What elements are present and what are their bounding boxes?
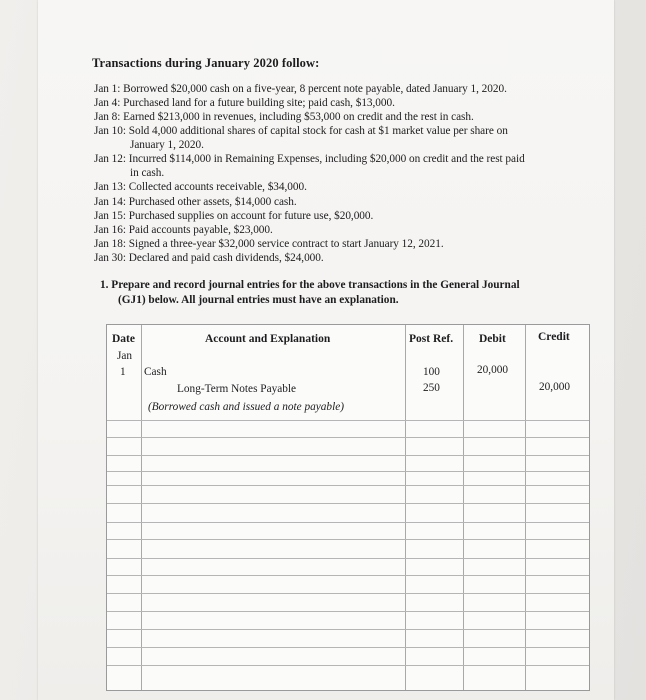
transactions-heading: Transactions during January 2020 follow: [92,56,320,70]
transaction-line: Jan 18: Signed a three-year $32,000 service contract to start January 12, 2021. [94,238,444,250]
transaction-line: in cash. [130,167,165,179]
credit-post-ref: 250 [423,382,440,394]
column-divider [525,325,526,690]
row-divider [107,558,589,559]
row-divider [107,647,589,648]
transaction-line: Jan 30: Declared and paid cash dividends, $24,000. [94,252,324,264]
entry-day: 1 [120,366,126,378]
credit-account: Long-Term Notes Payable [177,383,297,395]
header-credit: Credit [538,331,570,343]
header-debit: Debit [479,333,506,345]
row-divider [107,420,589,421]
transaction-line: Jan 16: Paid accounts payable, $23,000. [94,224,273,236]
question-text: (GJ1) below. All journal entries must have an explanation. [118,294,399,306]
transaction-line: Jan 8: Earned $213,000 in revenues, including $53,000 on credit and the rest in cash. [94,111,474,123]
row-divider [107,539,589,540]
row-divider [107,611,589,612]
debit-account: Cash [144,366,167,378]
transaction-line: Jan 15: Purchased supplies on account for future use, $20,000. [94,210,374,222]
row-divider [107,522,589,523]
row-divider [107,485,589,486]
credit-amount: 20,000 [539,381,571,393]
row-divider [107,593,589,594]
column-divider [463,325,464,690]
row-divider [107,437,589,438]
transaction-line: January 1, 2020. [130,139,204,151]
row-divider [107,455,589,456]
transaction-line: Jan 1: Borrowed $20,000 cash on a five-year, 8 percent note payable, dated January 1, 2020. [94,83,507,95]
row-divider [107,471,589,472]
row-divider [107,503,589,504]
header-post-ref: Post Ref. [409,333,454,345]
debit-amount: 20,000 [477,364,509,376]
entry-explanation: (Borrowed cash and issued a note payable) [148,401,344,413]
general-journal-table [106,324,590,691]
row-divider [107,629,589,630]
month-label: Jan [117,350,133,362]
row-divider [107,575,589,576]
transaction-line: Jan 4: Purchased land for a future building site; paid cash, $13,000. [94,97,395,109]
transaction-line: Jan 13: Collected accounts receivable, $34,000. [94,181,307,193]
column-divider [141,325,142,690]
header-account: Account and Explanation [205,333,331,345]
transaction-line: Jan 14: Purchased other assets, $14,000 cash. [94,196,297,208]
transaction-line: Jan 12: Incurred $114,000 in Remaining Expenses, including $20,000 on credit and the rest paid [94,153,525,165]
debit-post-ref: 100 [423,366,440,378]
column-divider [405,325,406,690]
transaction-line: Jan 10: Sold 4,000 additional shares of capital stock for cash at $1 market value per share on [94,125,508,137]
header-date: Date [112,333,135,345]
question-text: 1. Prepare and record journal entries for the above transactions in the General Journal [100,279,520,291]
row-divider [107,665,589,666]
